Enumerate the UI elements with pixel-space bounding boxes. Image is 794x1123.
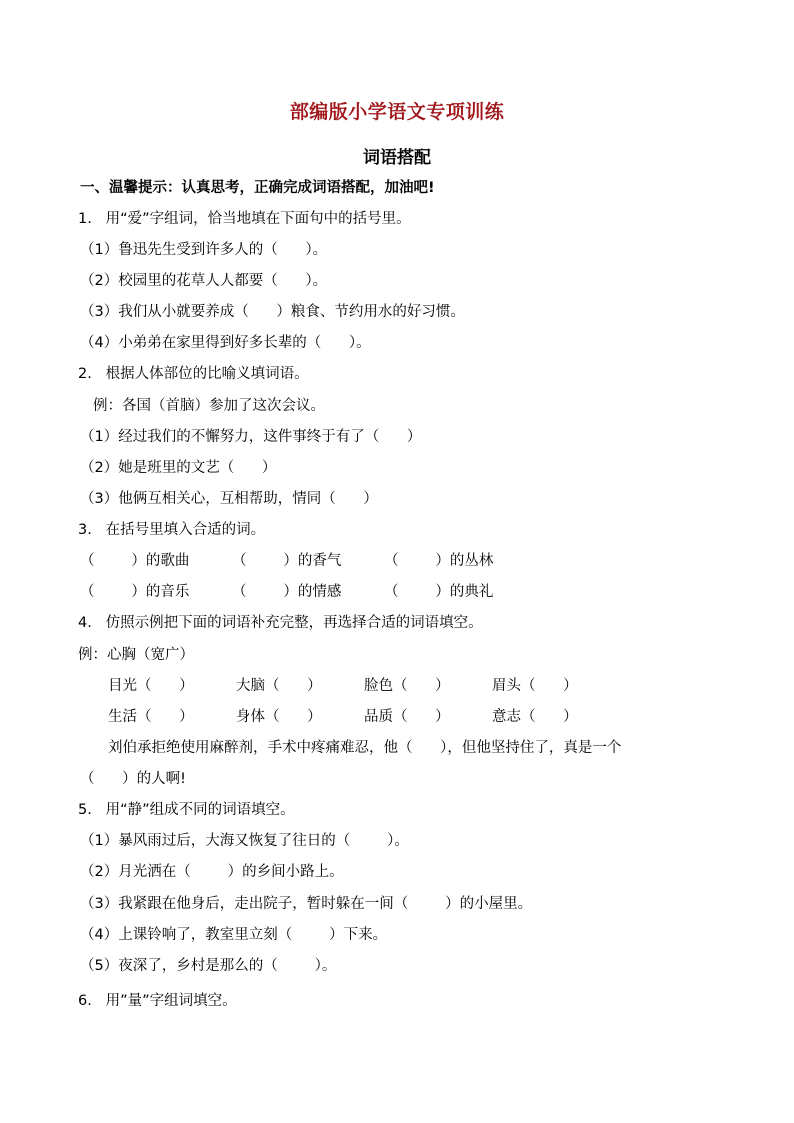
- q4-sentence: （ ）的人啊!: [80, 771, 186, 787]
- q2-example: 例：各国（首脑）参加了这次会议。: [93, 398, 325, 414]
- q1-heading: 1. 用“爱”字组词，恰当地填在下面句中的括号里。: [78, 211, 411, 227]
- document-title: 部编版小学语文专项训练: [289, 101, 505, 123]
- q3-blank: （ ）的音乐: [80, 584, 190, 600]
- q5-item: （2）月光洒在（ ）的乡间小路上。: [80, 864, 344, 880]
- q3-blank: （ ）的歌曲: [80, 553, 190, 569]
- q4-blank: 眉头（ ）: [492, 678, 578, 694]
- q1-item: （1）鲁迅先生受到许多人的（ ）。: [80, 242, 328, 258]
- q2-item: （1）经过我们的不懈努力，这件事终于有了（ ）: [80, 429, 422, 445]
- q3-heading: 3. 在括号里填入合适的词。: [78, 522, 266, 538]
- q4-blank: 意志（ ）: [492, 709, 578, 725]
- q2-item: （2）她是班里的文艺（ ）: [80, 460, 277, 476]
- q5-item: （1）暴风雨过后，大海又恢复了往日的（ ）。: [80, 833, 409, 849]
- q3-blank: （ ）的情感: [232, 584, 342, 600]
- q5-item: （5）夜深了，乡村是那么的（ ）。: [80, 958, 337, 974]
- q4-blank: 身体（ ）: [236, 709, 322, 725]
- q4-blank: 大脑（ ）: [236, 678, 322, 694]
- q3-blank: （ ）的典礼: [384, 584, 494, 600]
- q4-heading: 4. 仿照示例把下面的词语补充完整，再选择合适的词语填空。: [78, 615, 483, 631]
- q4-blank: 生活（ ）: [108, 709, 194, 725]
- q4-blank: 品质（ ）: [364, 709, 450, 725]
- tip-text: 一、温馨提示：认真思考，正确完成词语搭配，加油吧!: [80, 180, 435, 196]
- q4-blank: 目光（ ）: [108, 678, 194, 694]
- q4-example: 例：心胸（宽广）: [78, 647, 194, 663]
- q1-item: （3）我们从小就要养成（ ）粮食、节约用水的好习惯。: [80, 304, 465, 320]
- q4-blank: 脸色（ ）: [364, 678, 450, 694]
- q2-item: （3）他俩互相关心，互相帮助，情同（ ）: [80, 491, 378, 507]
- document-subtitle: 词语搭配: [363, 148, 431, 168]
- q4-sentence: 刘伯承拒绝使用麻醉剂，手术中疼痛难忍，他（ ），但他坚持住了，真是一个: [108, 740, 622, 756]
- q1-item: （4）小弟弟在家里得到好多长辈的（ ）。: [80, 335, 371, 351]
- q6-heading: 6. 用”量”字组词填空。: [78, 993, 237, 1009]
- q5-item: （4）上课铃响了，教室里立刻（ ）下来。: [80, 927, 388, 943]
- q5-item: （3）我紧跟在他身后，走出院子，暂时躲在一间（ ）的小屋里。: [80, 896, 533, 912]
- q3-blank: （ ）的丛林: [384, 553, 494, 569]
- q2-heading: 2. 根据人体部位的比喻义填词语。: [78, 366, 309, 382]
- q3-blank: （ ）的香气: [232, 553, 342, 569]
- q1-item: （2）校园里的花草人人都要（ ）。: [80, 273, 328, 289]
- q5-heading: 5. 用“静”组成不同的词语填空。: [78, 802, 295, 818]
